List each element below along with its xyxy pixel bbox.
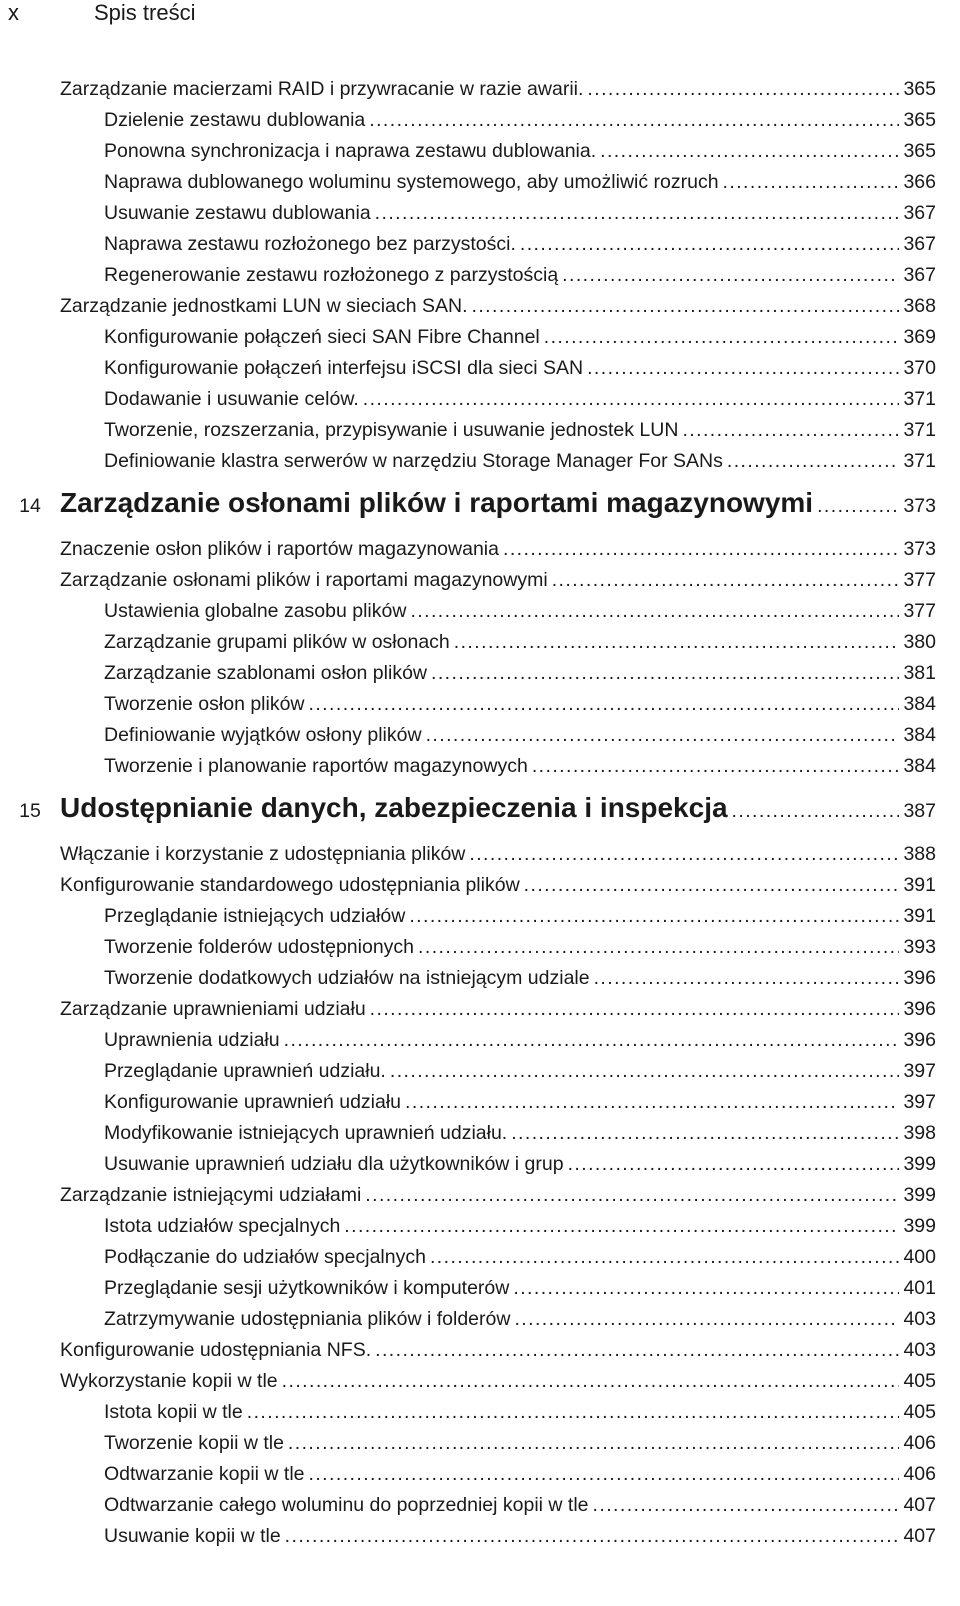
page-ref: 401 xyxy=(903,1277,936,1299)
dot-leader xyxy=(365,1180,899,1211)
dot-leader xyxy=(370,994,900,1025)
toc-section-row xyxy=(60,994,936,1025)
page-ref: 377 xyxy=(903,600,936,622)
page-ref: 387 xyxy=(903,800,936,822)
page-ref: 367 xyxy=(903,264,936,286)
page-ref: 405 xyxy=(903,1370,936,1392)
toc-subsection-row xyxy=(104,932,936,963)
dot-leader xyxy=(430,1242,900,1273)
toc-subsection-row xyxy=(104,105,936,136)
dot-leader xyxy=(568,1149,900,1180)
entry-title: Podłączanie do udziałów specjalnych xyxy=(104,1246,426,1268)
page-ref: 365 xyxy=(903,140,936,162)
toc-subsection-row xyxy=(104,627,936,658)
toc-section-row xyxy=(60,1366,936,1397)
page-ref: 396 xyxy=(903,1029,936,1051)
entry-title: Przeglądanie uprawnień udziału. xyxy=(104,1060,386,1082)
entry-title: Zarządzanie szablonami osłon plików xyxy=(104,662,427,684)
toc-section-row xyxy=(60,839,936,870)
entry-title: Tworzenie kopii w tle xyxy=(104,1432,284,1454)
toc-subsection-row xyxy=(104,1397,936,1428)
page-ref: 367 xyxy=(903,233,936,255)
entry-title: Włączanie i korzystanie z udostępniania plików xyxy=(60,843,466,865)
entry-title: Usuwanie kopii w tle xyxy=(104,1525,281,1547)
toc-subsection-row xyxy=(104,1056,936,1087)
toc-subsection-row xyxy=(104,1273,936,1304)
entry-title: Zarządzanie osłonami plików i raportami magazynowymi xyxy=(60,569,548,591)
page-ref: 399 xyxy=(903,1184,936,1206)
dot-leader xyxy=(587,74,899,105)
page-ref: 377 xyxy=(903,569,936,591)
entry-title: Zarządzanie grupami plików w osłonach xyxy=(104,631,450,653)
page-header xyxy=(0,0,960,46)
header-title: Spis treści xyxy=(94,0,196,25)
entry-title: Usuwanie zestawu dublowania xyxy=(104,202,371,224)
page-ref: 384 xyxy=(903,755,936,777)
entry-title: Istota kopii w tle xyxy=(104,1401,243,1423)
toc-chapter-row xyxy=(0,782,936,839)
page-ref: 391 xyxy=(903,905,936,927)
entry-title: Znaczenie osłon plików i raportów magazynowania xyxy=(60,538,499,560)
dot-leader xyxy=(409,901,899,932)
dot-leader xyxy=(344,1211,899,1242)
toc-section-row xyxy=(60,74,936,105)
page-ref: 365 xyxy=(903,78,936,100)
dot-leader xyxy=(309,1459,900,1490)
page-ref: 366 xyxy=(903,171,936,193)
entry-title: Uprawnienia udziału xyxy=(104,1029,280,1051)
toc-section-row xyxy=(60,291,936,322)
entry-title: Konfigurowanie połączeń sieci SAN Fibre Channel xyxy=(104,326,540,348)
page-ref: 397 xyxy=(903,1091,936,1113)
dot-leader xyxy=(285,1521,900,1552)
dot-leader xyxy=(472,291,900,322)
page-ref: 397 xyxy=(903,1060,936,1082)
page-ref: 384 xyxy=(903,724,936,746)
table-of-contents xyxy=(0,74,960,1552)
entry-title: Odtwarzanie kopii w tle xyxy=(104,1463,305,1485)
page-ref: 406 xyxy=(903,1432,936,1454)
entry-title: Przeglądanie sesji użytkowników i komputerów xyxy=(104,1277,510,1299)
chapter-title: Udostępnianie danych, zabezpieczenia i inspekcja xyxy=(60,792,728,823)
dot-leader xyxy=(723,167,900,198)
page-ref: 398 xyxy=(903,1122,936,1144)
entry-title: Zarządzanie istniejącymi udziałami xyxy=(60,1184,362,1206)
entry-title: Regenerowanie zestawu rozłożonego z parzystością xyxy=(104,264,559,286)
entry-title: Modyfikowanie istniejących uprawnień udziału. xyxy=(104,1122,508,1144)
page-ref: 368 xyxy=(903,295,936,317)
page-ref: 396 xyxy=(903,998,936,1020)
page-ref: 391 xyxy=(903,874,936,896)
entry-title: Tworzenie osłon plików xyxy=(104,693,305,715)
page-ref: 370 xyxy=(903,357,936,379)
page-ref: 407 xyxy=(903,1494,936,1516)
entry-title: Zatrzymywanie udostępniania plików i folderów xyxy=(104,1308,511,1330)
toc-subsection-row xyxy=(104,901,936,932)
page-ref: 396 xyxy=(903,967,936,989)
toc-subsection-row xyxy=(104,198,936,229)
page-ref: 381 xyxy=(903,662,936,684)
dot-leader xyxy=(282,1366,900,1397)
dot-leader xyxy=(503,534,899,565)
toc-subsection-row xyxy=(104,229,936,260)
dot-leader xyxy=(520,229,900,260)
entry-title: Zarządzanie uprawnieniami udziału xyxy=(60,998,366,1020)
toc-subsection-row xyxy=(104,353,936,384)
page-ref: 405 xyxy=(903,1401,936,1423)
entry-title: Konfigurowanie udostępniania NFS. xyxy=(60,1339,372,1361)
dot-leader xyxy=(600,136,899,167)
entry-title: Przeglądanie istniejących udziałów xyxy=(104,905,406,927)
dot-leader xyxy=(309,689,900,720)
entry-title: Wykorzystanie kopii w tle xyxy=(60,1370,278,1392)
toc-subsection-row xyxy=(104,596,936,627)
dot-leader xyxy=(426,720,900,751)
entry-title: Odtwarzanie całego woluminu do poprzedniej kopii w tle xyxy=(104,1494,589,1516)
page-ref: 380 xyxy=(903,631,936,653)
toc-section-row xyxy=(60,1335,936,1366)
dot-leader xyxy=(431,658,899,689)
entry-title: Dzielenie zestawu dublowania xyxy=(104,109,366,131)
entry-title: Dodawanie i usuwanie celów. xyxy=(104,388,359,410)
page-ref: 403 xyxy=(903,1308,936,1330)
entry-title: Zarządzanie jednostkami LUN w sieciach SAN. xyxy=(60,295,468,317)
dot-leader xyxy=(405,1087,899,1118)
toc-subsection-row xyxy=(104,1149,936,1180)
entry-title: Naprawa zestawu rozłożonego bez parzystości. xyxy=(104,233,516,255)
page-ref: 388 xyxy=(903,843,936,865)
dot-leader xyxy=(817,491,899,522)
toc-subsection-row xyxy=(104,1304,936,1335)
toc-subsection-row xyxy=(104,1521,936,1552)
page-ref: 373 xyxy=(903,495,936,517)
entry-title: Zarządzanie macierzami RAID i przywracanie w razie awarii. xyxy=(60,78,584,100)
toc-section-row xyxy=(60,870,936,901)
dot-leader xyxy=(532,751,900,782)
entry-title: Definiowanie wyjątków osłony plików xyxy=(104,724,422,746)
toc-chapter-row xyxy=(0,477,936,534)
entry-title: Konfigurowanie połączeń interfejsu iSCSI dla sieci SAN xyxy=(104,357,584,379)
dot-leader xyxy=(524,870,900,901)
dot-leader xyxy=(727,446,900,477)
toc-subsection-row xyxy=(104,658,936,689)
entry-title: Naprawa dublowanego woluminu systemowego, aby umożliwić rozruch xyxy=(104,171,719,193)
dot-leader xyxy=(247,1397,900,1428)
dot-leader xyxy=(593,1490,900,1521)
dot-leader xyxy=(469,839,899,870)
dot-leader xyxy=(552,565,900,596)
page-ref: 400 xyxy=(903,1246,936,1268)
dot-leader xyxy=(454,627,900,658)
toc-subsection-row xyxy=(104,963,936,994)
toc-subsection-row xyxy=(104,1211,936,1242)
dot-leader xyxy=(369,105,899,136)
entry-title: Ustawienia globalne zasobu plików xyxy=(104,600,407,622)
dot-leader xyxy=(594,963,900,994)
dot-leader xyxy=(284,1025,900,1056)
chapter-number: 14 xyxy=(19,495,41,517)
page-ref: 384 xyxy=(903,693,936,715)
toc-subsection-row xyxy=(104,689,936,720)
chapter-title: Zarządzanie osłonami plików i raportami magazynowymi xyxy=(60,487,814,518)
dot-leader xyxy=(513,1273,899,1304)
page-number: x xyxy=(8,0,19,25)
dot-leader xyxy=(511,1118,899,1149)
dot-leader xyxy=(288,1428,900,1459)
entry-title: Konfigurowanie uprawnień udziału xyxy=(104,1091,402,1113)
toc-subsection-row xyxy=(104,1025,936,1056)
page-ref: 406 xyxy=(903,1463,936,1485)
toc-subsection-row xyxy=(104,1118,936,1149)
entry-title: Istota udziałów specjalnych xyxy=(104,1215,341,1237)
page-ref: 399 xyxy=(903,1153,936,1175)
dot-leader xyxy=(732,796,900,827)
page-ref: 365 xyxy=(903,109,936,131)
toc-subsection-row xyxy=(104,751,936,782)
entry-title: Konfigurowanie standardowego udostępniania plików xyxy=(60,874,520,896)
dot-leader xyxy=(544,322,900,353)
dot-leader xyxy=(682,415,899,446)
entry-title: Tworzenie, rozszerzania, przypisywanie i usuwanie jednostek LUN xyxy=(104,419,679,441)
chapter-number: 15 xyxy=(19,800,41,822)
toc-subsection-row xyxy=(104,322,936,353)
dot-leader xyxy=(587,353,899,384)
toc-subsection-row xyxy=(104,415,936,446)
toc-subsection-row xyxy=(104,1242,936,1273)
toc-subsection-row xyxy=(104,1087,936,1118)
page-ref: 403 xyxy=(903,1339,936,1361)
toc-section-row xyxy=(60,1180,936,1211)
toc-subsection-row xyxy=(104,384,936,415)
page-ref: 399 xyxy=(903,1215,936,1237)
page-ref: 373 xyxy=(903,538,936,560)
entry-title: Definiowanie klastra serwerów w narzędziu Storage Manager For SANs xyxy=(104,450,723,472)
page-ref: 369 xyxy=(903,326,936,348)
toc-subsection-row xyxy=(104,720,936,751)
page-ref: 371 xyxy=(903,388,936,410)
dot-leader xyxy=(514,1304,899,1335)
toc-section-row xyxy=(60,534,936,565)
toc-subsection-row xyxy=(104,1428,936,1459)
page-ref: 393 xyxy=(903,936,936,958)
dot-leader xyxy=(562,260,899,291)
dot-leader xyxy=(375,198,900,229)
page-ref: 407 xyxy=(903,1525,936,1547)
page-ref: 367 xyxy=(903,202,936,224)
dot-leader xyxy=(410,596,899,627)
entry-title: Ponowna synchronizacja i naprawa zestawu dublowania. xyxy=(104,140,597,162)
toc-subsection-row xyxy=(104,1459,936,1490)
entry-title: Tworzenie i planowanie raportów magazynowych xyxy=(104,755,528,777)
toc-subsection-row xyxy=(104,136,936,167)
toc-section-row xyxy=(60,565,936,596)
page-ref: 371 xyxy=(903,450,936,472)
dot-leader xyxy=(375,1335,899,1366)
dot-leader xyxy=(363,384,900,415)
toc-subsection-row xyxy=(104,260,936,291)
toc-subsection-row xyxy=(104,446,936,477)
entry-title: Tworzenie folderów udostępnionych xyxy=(104,936,415,958)
toc-subsection-row xyxy=(104,167,936,198)
page-ref: 371 xyxy=(903,419,936,441)
dot-leader xyxy=(418,932,899,963)
toc-subsection-row xyxy=(104,1490,936,1521)
entry-title: Tworzenie dodatkowych udziałów na istniejącym udziale xyxy=(104,967,590,989)
entry-title: Usuwanie uprawnień udziału dla użytkowników i grup xyxy=(104,1153,564,1175)
dot-leader xyxy=(390,1056,900,1087)
